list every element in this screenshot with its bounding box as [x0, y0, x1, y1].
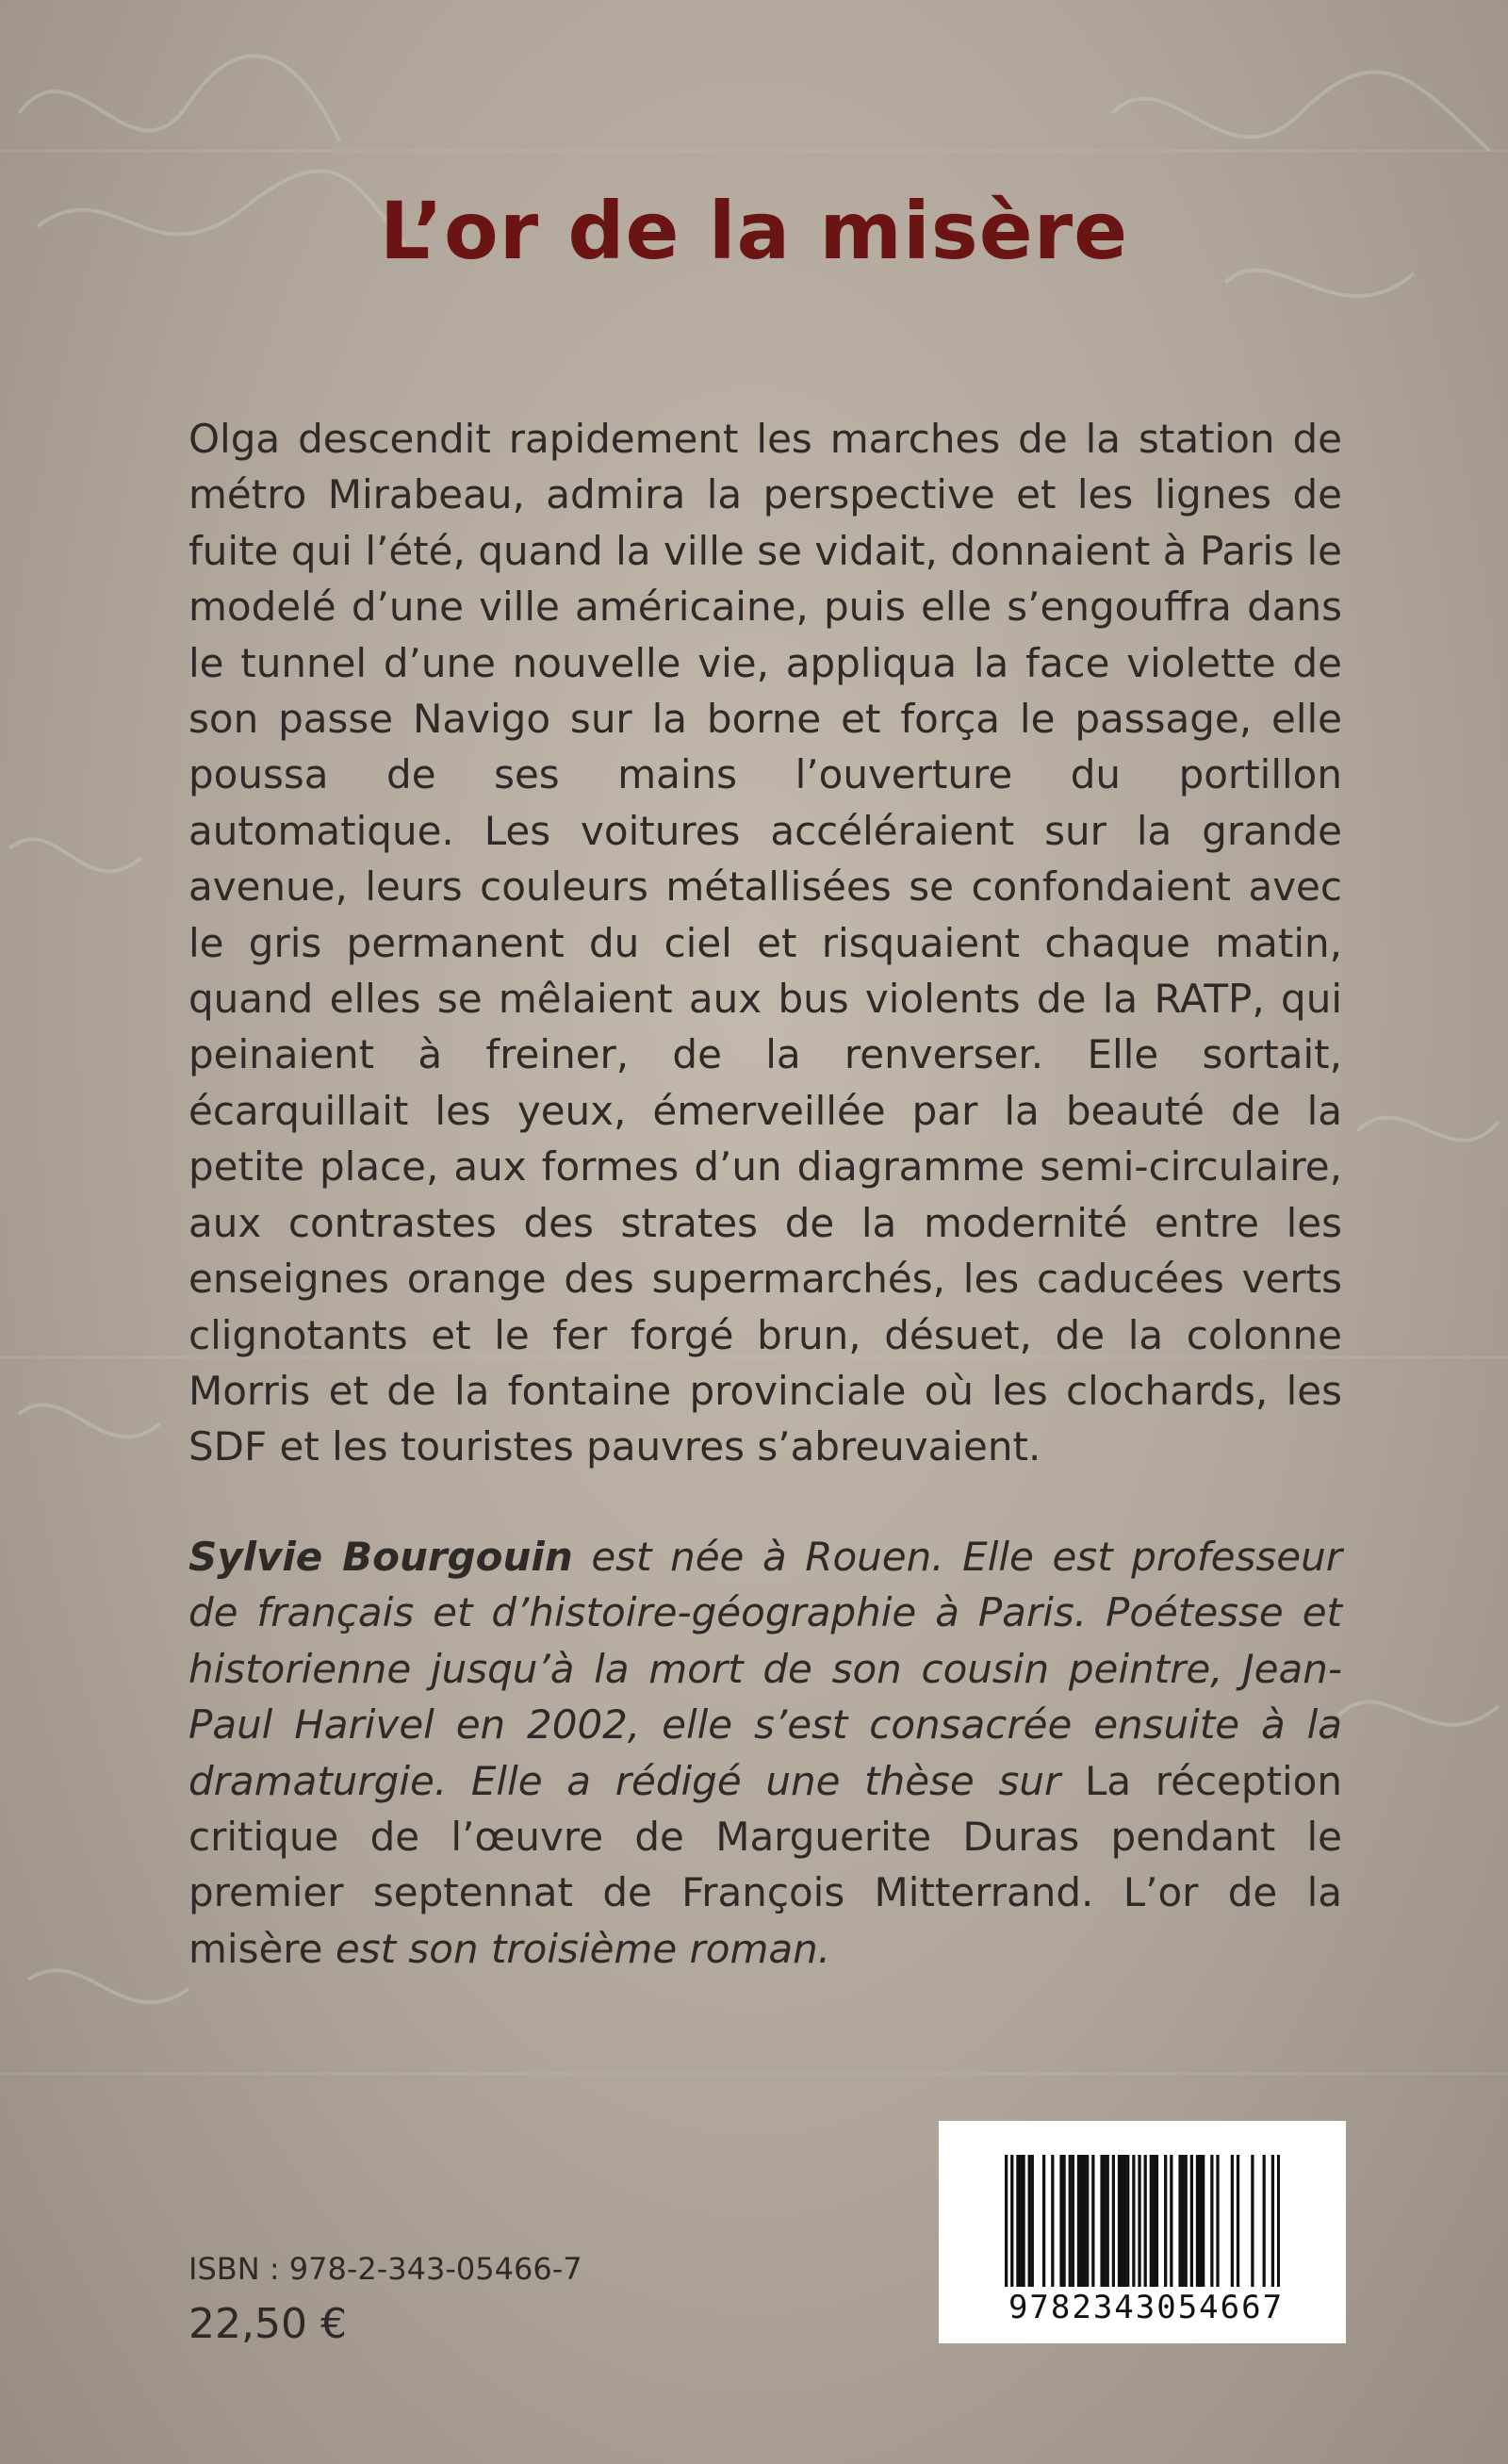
barcode-bar [1106, 2155, 1109, 2287]
barcode-bar [1059, 2155, 1062, 2287]
barcode-bar [1028, 2155, 1031, 2287]
barcode-bar [1083, 2155, 1086, 2287]
barcode-bar [1016, 2155, 1019, 2287]
barcode-bar [1231, 2155, 1234, 2287]
barcode-bar [1164, 2155, 1167, 2287]
barcode-bar [1051, 2155, 1054, 2287]
thesis-title: La réception critique de l’œuvre de Marguerite Duras pendant le premier septennat de François Mitterrand. L’or de la misère [188, 1757, 1342, 1972]
barcode-bar [1271, 2155, 1274, 2287]
author-bio [188, 1529, 1342, 1977]
barcode-bar [1126, 2155, 1129, 2287]
barcode-bar [1118, 2155, 1121, 2287]
barcode-bar [1144, 2155, 1147, 2287]
barcode-bars [1005, 2155, 1280, 2287]
barcode [939, 2121, 1346, 2343]
barcode-bar [1062, 2155, 1065, 2287]
barcode-bar [1170, 2155, 1172, 2287]
barcode-bar [1138, 2155, 1140, 2287]
barcode-bar [1237, 2155, 1239, 2287]
barcode-bar [1072, 2155, 1074, 2287]
barcode-bar [1080, 2155, 1083, 2287]
barcode-bar [1132, 2155, 1135, 2287]
barcode-bar [1121, 2155, 1123, 2287]
barcode-bar [1123, 2155, 1126, 2287]
barcode-bar [1210, 2155, 1213, 2287]
barcode-bar [1042, 2155, 1045, 2287]
barcode-bar [1005, 2155, 1008, 2287]
barcode-bar [1100, 2155, 1103, 2287]
barcode-bar [1031, 2155, 1034, 2287]
barcode-bar [1178, 2155, 1181, 2287]
price-label: 22,50 € [188, 2300, 347, 2348]
author-name: Sylvie Bourgouin [188, 1534, 573, 1580]
barcode-bar [1019, 2155, 1022, 2287]
barcode-bar [1112, 2155, 1115, 2287]
barcode-bar [1104, 2155, 1106, 2287]
barcode-bar [1251, 2155, 1254, 2287]
barcode-bar [1153, 2155, 1156, 2287]
book-title: L’or de la misère [379, 185, 1129, 277]
barcode-bar [1263, 2155, 1266, 2287]
barcode-bar [1202, 2155, 1205, 2287]
book-summary: Olga descendit rapidement les marches de la station de métro Mirabeau, admira la perspective et les lignes de fuite qui l’été, quand la ville se vidait, donnaient à Paris le modelé d’une ville américaine, puis elle s’engouffra dans le tunnel d’une nouvelle vie, appliqua la face violette de son passe Navigo sur la borne et força le passage, elle poussa de ses mains l’ouverture du portillon automatique. Les voitures accéléraient sur la grande avenue, leurs couleurs métallisées se confondaient avec le gris permanent du ciel et risquaient chaque matin, quand elles se mêlaient aux bus violents de la RATP, qui peinaient à freiner, de la renverser. Elle sortait, écarquillait les yeux, émerveillée par la beauté de la petite place, aux formes d’un diagramme semi-circulaire, aux contrastes des strates de la modernité entre les enseignes orange des supermarchés, les caducées verts clignotants et le fer forgé brun, désuet, de la colonne Morris et de la fontaine provinciale où les clochards, les SDF et les touristes pauvres s’abreuvaient. [188, 416, 1342, 1470]
barcode-bar [1086, 2155, 1089, 2287]
barcode-bar [1277, 2155, 1280, 2287]
barcode-bar [1185, 2155, 1188, 2287]
barcode-bar [1190, 2155, 1193, 2287]
barcode-bar [1216, 2155, 1219, 2287]
barcode-bar [1181, 2155, 1184, 2287]
barcode-bar [1010, 2155, 1013, 2287]
isbn-label: ISBN : 978-2-343-05466-7 [188, 2251, 582, 2287]
barcode-bar [1156, 2155, 1158, 2287]
barcode-bar [1022, 2155, 1024, 2287]
bio-text-2: est son troisième roman. [322, 1925, 831, 1972]
barcode-bar [1196, 2155, 1199, 2287]
barcode-bar [1150, 2155, 1153, 2287]
barcode-bar [1199, 2155, 1202, 2287]
barcode-bar [1069, 2155, 1072, 2287]
bio-text-1: est née à Rouen. Elle est professeur de français et d’histoire-géographie à Paris. Poétesse et historienne jusqu’à la mort de son cousin peintre, Jean-Paul Harivel en 2002, elle s’est consacrée ensuite à la dramaturgie. Elle a rédigé une thèse sur [188, 1534, 1342, 1804]
barcode-bar [1077, 2155, 1080, 2287]
barcode-bar [1091, 2155, 1094, 2287]
barcode-number: 9782343054667 [1008, 2289, 1285, 2326]
